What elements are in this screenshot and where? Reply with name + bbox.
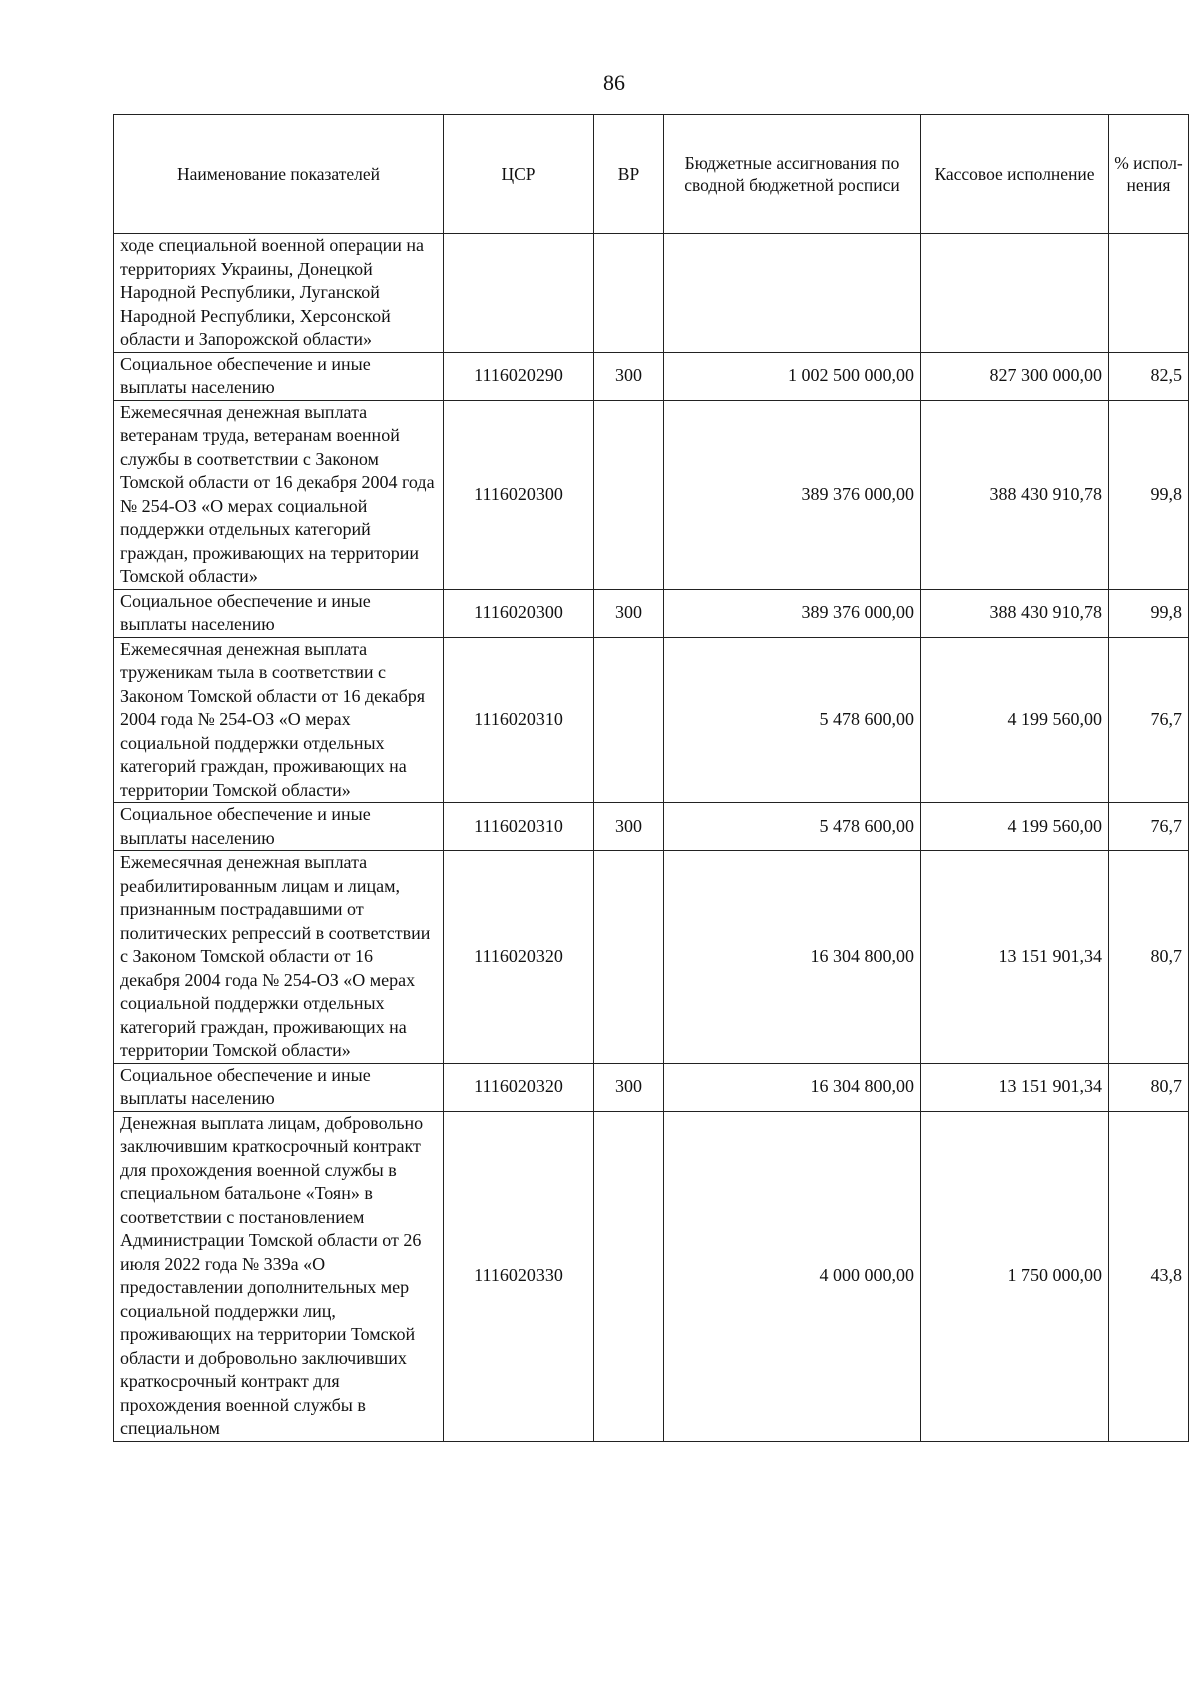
row-vr	[594, 851, 664, 1064]
row-name: Ежемесячная денежная выплата ветеранам труда, ветеранам военной службы в соответствии с Законом Томской области от 16 декабря 2004 года № 254-ОЗ «О мерах социальной поддержки отдельных категорий граждан, проживающих на территории Томской области»	[114, 400, 444, 589]
row-csr: 1116020320	[444, 1063, 594, 1111]
row-pct: 43,8	[1109, 1111, 1189, 1441]
row-vr	[594, 400, 664, 589]
row-cash: 388 430 910,78	[921, 589, 1109, 637]
table-row	[114, 589, 1189, 637]
row-csr: 1116020290	[444, 352, 594, 400]
row-name: Социальное обеспечение и иные выплаты населению	[114, 589, 444, 637]
row-pct: 99,8	[1109, 589, 1189, 637]
row-cash: 827 300 000,00	[921, 352, 1109, 400]
row-csr	[444, 234, 594, 353]
table-row	[114, 1063, 1189, 1111]
row-pct: 76,7	[1109, 637, 1189, 803]
header-name: Наименование показателей	[114, 115, 444, 234]
row-pct: 82,5	[1109, 352, 1189, 400]
row-vr	[594, 637, 664, 803]
row-csr: 1116020300	[444, 589, 594, 637]
row-name: Социальное обеспечение и иные выплаты населению	[114, 803, 444, 851]
row-cash: 13 151 901,34	[921, 851, 1109, 1064]
row-name: Ежемесячная денежная выплата труженикам тыла в соответствии с Законом Томской области от 16 декабря 2004 года № 254-ОЗ «О мерах социальной поддержки отдельных категорий граждан, проживающих на территории Томской области»	[114, 637, 444, 803]
row-csr: 1116020330	[444, 1111, 594, 1441]
table-row	[114, 400, 1189, 589]
table-row	[114, 851, 1189, 1064]
row-csr: 1116020300	[444, 400, 594, 589]
page-number: 86	[603, 70, 625, 95]
row-name: Социальное обеспечение и иные выплаты населению	[114, 352, 444, 400]
row-pct	[1109, 234, 1189, 353]
row-cash: 1 750 000,00	[921, 1111, 1109, 1441]
table-row	[114, 803, 1189, 851]
row-budget: 16 304 800,00	[664, 1063, 921, 1111]
row-cash	[921, 234, 1109, 353]
budget-execution-table	[113, 114, 1189, 1442]
row-name: Социальное обеспечение и иные выплаты населению	[114, 1063, 444, 1111]
row-vr: 300	[594, 352, 664, 400]
row-budget: 16 304 800,00	[664, 851, 921, 1064]
row-vr	[594, 1111, 664, 1441]
row-csr: 1116020310	[444, 803, 594, 851]
table-row	[114, 1111, 1189, 1441]
row-budget: 1 002 500 000,00	[664, 352, 921, 400]
row-cash: 13 151 901,34	[921, 1063, 1109, 1111]
row-name: Ежемесячная денежная выплата реабилитированным лицам и лицам, признанным пострадавшими от политических репрессий в соответствии с Законом Томской области от 16 декабря 2004 года № 254-ОЗ «О мерах социальной поддержки отдельных категорий граждан, проживающих на территории Томской области»	[114, 851, 444, 1064]
header-execution-percent: % испол-нения	[1109, 115, 1189, 234]
row-budget: 5 478 600,00	[664, 637, 921, 803]
row-csr: 1116020310	[444, 637, 594, 803]
table-row	[114, 234, 1189, 353]
row-budget: 389 376 000,00	[664, 400, 921, 589]
row-cash: 4 199 560,00	[921, 637, 1109, 803]
row-vr: 300	[594, 1063, 664, 1111]
row-cash: 4 199 560,00	[921, 803, 1109, 851]
row-budget: 389 376 000,00	[664, 589, 921, 637]
row-pct: 76,7	[1109, 803, 1189, 851]
row-name: Денежная выплата лицам, добровольно заключившим краткосрочный контракт для прохождения военной службы в специальном батальоне «Тоян» в соответствии с постановлением Администрации Томской области от 26 июля 2022 года № 339а «О предоставлении дополнительных мер социальной поддержки лиц, проживающих на территории Томской области и добровольно заключивших краткосрочный контракт для прохождения военной службы в специальном	[114, 1111, 444, 1441]
header-budget-allocations: Бюджетные ассигнования по сводной бюджетной росписи	[664, 115, 921, 234]
row-vr: 300	[594, 589, 664, 637]
row-csr: 1116020320	[444, 851, 594, 1064]
row-pct: 99,8	[1109, 400, 1189, 589]
header-cash-execution: Кассовое исполнение	[921, 115, 1109, 234]
row-vr	[594, 234, 664, 353]
row-budget	[664, 234, 921, 353]
header-csr: ЦСР	[444, 115, 594, 234]
table-row	[114, 637, 1189, 803]
row-name: ходе специальной военной операции на территориях Украины, Донецкой Народной Республики, Луганской Народной Республики, Херсонской области и Запорожской области»	[114, 234, 444, 353]
row-budget: 4 000 000,00	[664, 1111, 921, 1441]
row-cash: 388 430 910,78	[921, 400, 1109, 589]
row-budget: 5 478 600,00	[664, 803, 921, 851]
table-header-row	[114, 115, 1189, 234]
header-vr: ВР	[594, 115, 664, 234]
row-pct: 80,7	[1109, 1063, 1189, 1111]
row-pct: 80,7	[1109, 851, 1189, 1064]
row-vr: 300	[594, 803, 664, 851]
table-row	[114, 352, 1189, 400]
